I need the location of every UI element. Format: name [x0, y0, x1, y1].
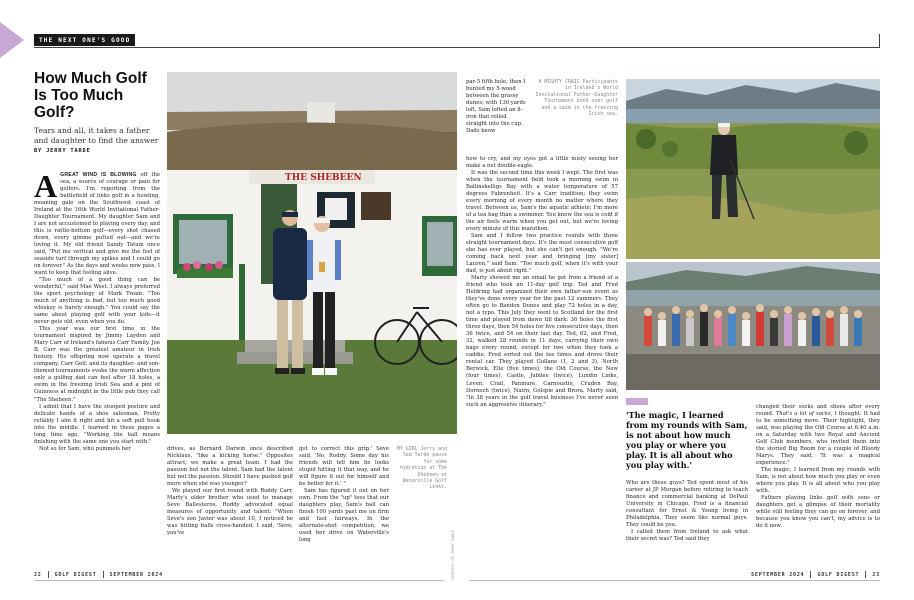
article-column-4-top: par-5 fifth hole; then I bunted my 5-wood between the grassy dunes; with 130 yards left, Sam lofted an 8-iron that rolled straight into the cup. Dads know — [466, 79, 526, 135]
article-column-4 — [466, 156, 618, 409]
paragraph: how to cry, and my eyes got a little misty seeing her make a net double-eagle. — [466, 156, 618, 170]
paragraph: Not so for Sam, who pummels her — [39, 445, 131, 452]
photo-group-swim — [626, 262, 880, 390]
paragraph: We played our first round with Roddy Carr, Marty's older brother who used to manage Seve Ballesteros. Roddy advocated equal measures of opportunity and talent: "When Seve's son Javier was about 10, I noticed he was hitting balls cross-handed. I said, 'Seve, you've — [167, 488, 293, 537]
footer-right — [751, 571, 880, 581]
pull-quote: 'The magic, I learned from my rounds with Sam, is not about how much you play or where you play. It is all about who you play with.' — [626, 410, 748, 470]
publication-name-right: GOLF DIGEST — [817, 572, 860, 578]
photo-caption-left: MY GIRL Jerry and Sam Tarde pause for some hydration at The Shebeen at Waterville Golf Links. — [396, 446, 447, 491]
paragraph: Who are these guys? Ted spent most of his career at JP Morgan before retiring to teach finance and commercial banking at DePaul University in Chicago. Fred is a financial consultant for Ernst & Young living in Philadelphia. They seem like normal guys. They could be you. — [626, 480, 748, 529]
paragraph: It was the second time this week I wept. The first was when the tournament field took a morning swim in Ballinskelligs Bay with a water temperature of 57 degrees Fahrenheit. It's a Carr tradition; they swim every morning of every month no matter where they travel. Between us, Sam's the aquatic athlete; I'm more of a tea bag than a swimmer. You know the sea is cold if the air feels warm when you get out, but we're loving every minute of this marathon. — [466, 170, 618, 233]
paragraph: I admit that I have the stooped posture and delicate hands of a shoe salesman. Pretty reliably I aim it right and hit a soft pull hook into the middle. I learned in these pages a long time ago, "Working the ball means finishing with the same one you start with." — [34, 403, 160, 445]
drop-cap: A — [34, 168, 58, 204]
publication-name-left: GOLF DIGEST — [54, 572, 97, 578]
photo-group-illustration — [626, 262, 880, 390]
pub-sign-text: THE SHEBEEN — [285, 173, 362, 183]
italic-text: That's a lot of socks — [775, 411, 831, 418]
footer-separator — [103, 571, 104, 578]
article-column-6 — [756, 404, 880, 530]
footer-left — [34, 571, 163, 581]
paragraph: "Too much of a good thing can be wonderful," said Mae West. I always preferred the sport psychology of Mark Twain: "Too much of anything is bad, but too much good whiskey is barely enough." You could say the same about playing golf with your kids—it never gets old, even when you do. — [34, 277, 160, 326]
footer-separator — [48, 571, 49, 578]
paragraph: This year was our first time in the tournament inspired by Jimmy Layden and Mary Carr of Ireland's famous Carr Family. Joe B. Carr was the greatest amateur in Irish history. His offspring now operate a travel company, Carr Golf, and its daughter- and son-themed tournaments evoke the warm affection only a golfing dad can feel after 18 holes, a swim in the freezing Irish Sea and a pint of Guinness at midnight in the little pub they call "The Shebeen." — [34, 326, 160, 403]
issue-date-right: SEPTEMBER 2024 — [751, 572, 805, 578]
page-number-right: 23 — [872, 572, 880, 578]
paragraph: Fathers playing links golf with sons or daughters get a glimpse of their mortality while still feeling they can go on forever, and because you know you can't, my advice is to do it now. — [756, 495, 880, 530]
deck: Tears and all, it takes a father and daughter to find the answer — [34, 126, 159, 145]
article-column-5 — [626, 480, 748, 543]
paragraph: Sam and I follow two practice rounds with three straight tournament days. It's the most consecutive golf she has ever played, but she can't get enough. "We're coming back next year and bringing [my sister] Lauren," said Sam. "Too much golf, when it's with your dad, is just about right." — [466, 233, 618, 275]
paragraph-text: , I thought. It had to be something more. Their highlight, they said, was playing the Old Course at 6:40 a.m. on a Saturday with two Royal and Ancient Golf Club members, who invited them into the storied Big Room for a couple of Bloody Marys. They said, "It was a magical experience." — [756, 411, 880, 467]
paragraph — [756, 404, 880, 467]
article-column-2 — [167, 446, 293, 537]
photo-caption-right: A MIGHTY CRAIC Participants in Ireland's World Invitational Father-Daughter Tournament bond over golf and a swim in the freezing Irish sea. — [535, 79, 618, 118]
footer-separator — [865, 571, 866, 578]
byline: BY JERRY TARDE — [34, 148, 91, 154]
section-label: THE NEXT ONE'S GOOD — [34, 34, 135, 46]
photo-shebeen — [167, 72, 457, 434]
section-marker-triangle — [0, 22, 24, 58]
paragraph: drives, as Bernard Darwin once described Nicklaus, "like a kicking horse." Opposites attract; we make a great team. I had the passion but not the talent. Sam had the talent but not the passion. Should I have pushed golf more when she was younger? — [167, 446, 293, 488]
footer-separator — [810, 571, 811, 578]
lead-in: GREAT WIND IS BLOWING — [60, 172, 137, 178]
article-column-1 — [34, 168, 160, 453]
paragraph: Sam has figured it out on her own. From the "up" tees that our daughters play, Sam's ball can finish 100 yards past me on firm and fast fairways. In the alternate-shot competition, we used her drive on Waterville's long — [299, 488, 389, 544]
issue-date-left: SEPTEMBER 2024 — [109, 572, 163, 578]
paragraph: The magic, I learned from my rounds with Sam, is not about how much you play or even where you play. It is all about who you play with. — [756, 467, 880, 495]
page-number-left: 22 — [34, 572, 42, 578]
pullquote-accent-bar — [626, 398, 648, 405]
photo-golfer-swing — [626, 79, 880, 259]
paragraph: Marty showed me an email he got from a friend of a friend who took an 11-day golf trip. Ted and Fred Heldring had organized their own father-son event as they've done every year for the past 12 summers. They often go to Bandon Dunes and play 72 holes in a day, not a typo. This July they went to Scotland for the first time and played from dawn till dark: 36 holes the first three days, then 54 holes for five consecutive days, then 36 twice, and 54 on their last day. Ted, 62, and Fred, 32, walked 28 rounds in 11 days, carrying their own bags every round, except for two when they took a caddie. Fred sorted out the tee times and drove their rental car. They played Gullane (1, 2 and 3), North Berwick, Elie (five times), the Old Course, the New (four times), Castle, Jubilee (twice), Lundin Links, Leven, Crail, Panmure, Carnoustie, Cruden Bay, Dornoch (twice), Nairn, Golspie and Brora. Marty said, "In 38 years in the golf travel business I've never seen such an aggressive itinerary." — [466, 275, 618, 408]
photo-credit: COURTESY OF JERRY TARDE — [451, 530, 455, 580]
header-rule-tick — [879, 34, 880, 48]
paragraph — [34, 168, 160, 277]
paragraph: I called them from Ireland to ask what their secret was? Ted said they — [626, 529, 748, 543]
photo-shebeen-illustration — [167, 72, 457, 434]
paragraph-text: changed their socks and shoes after every round. — [756, 404, 880, 418]
headline: How Much Golf Is Too Much Golf? — [34, 70, 147, 121]
paragraph: got to correct this grip.' Seve said, 'No, Roddy. Some day his friends will tell him he looks stupid hitting it that way, and he will figure it out for himself and be better for it.' " — [299, 446, 389, 488]
article-column-3 — [299, 446, 389, 544]
photo-golfer-illustration — [626, 79, 880, 259]
paragraph-text: off the sea, a source of courage or pain for golfers. I'm reporting from the battlefield of links golf in a howling, moaning gale on the Southwest coast of Ireland at the 16th World Invitational Father-Daughter Tournament. My daughter Sam and I are not accustomed to playing every day, and this is rattle-bottom golf—every shot chased down, every gimme putted out—and we're loving it. My old friend Sandy Tatum once said, "Put me vertical and give me the feel of seaside turf through my spikes and I could go on forever." As the days and weeks now pass, I want to keep that feeling alive. — [34, 172, 160, 277]
section-header-rule — [34, 34, 880, 48]
